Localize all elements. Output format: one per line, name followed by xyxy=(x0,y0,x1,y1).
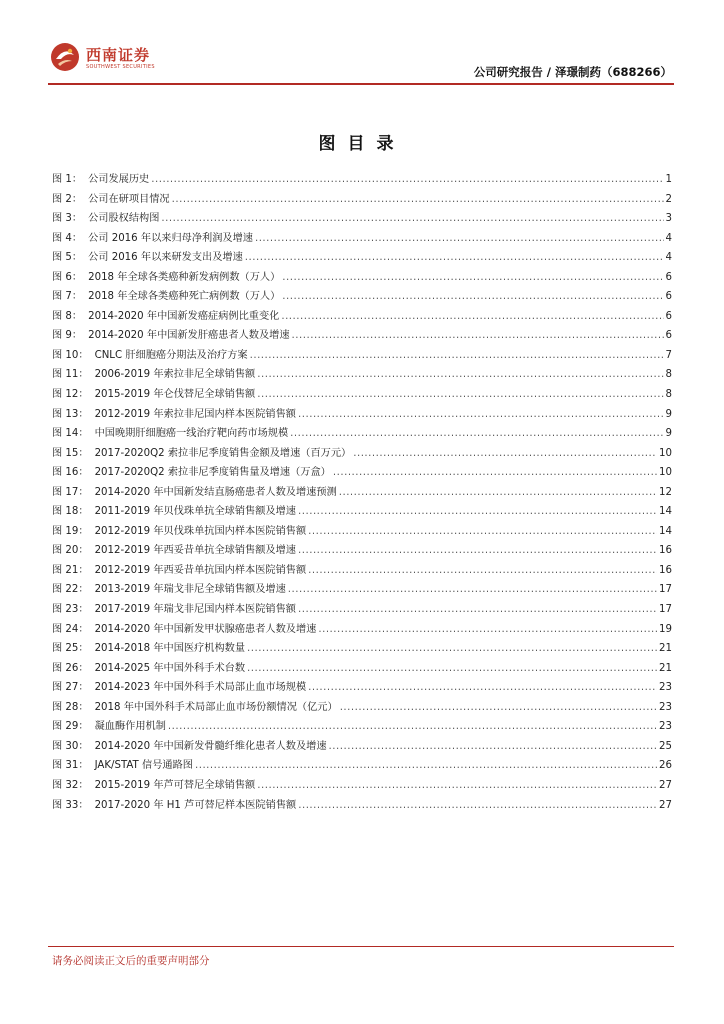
toc-dot-leader xyxy=(339,483,657,503)
toc-figure-number: 图 6： xyxy=(52,271,83,283)
toc-figure-title: 2012-2019 年索拉非尼国内样本医院销售额 xyxy=(94,408,296,420)
toc-dot-leader xyxy=(257,365,663,385)
toc-figure-number: 图 30： xyxy=(52,740,89,752)
footer-divider xyxy=(48,946,674,947)
toc-figure-number: 图 1： xyxy=(52,174,83,185)
toc-page-number: 8 xyxy=(665,369,672,381)
footer-notice: 请务必阅读正文后的重要声明部分 xyxy=(52,955,210,967)
toc-entry[interactable] xyxy=(52,463,672,483)
toc-figure-title: 公司发展历史 xyxy=(88,174,150,185)
toc-dot-leader xyxy=(245,248,664,268)
toc-dot-leader xyxy=(255,229,664,249)
toc-page-number: 14 xyxy=(659,506,672,518)
toc-dot-leader xyxy=(250,346,664,366)
toc-entry[interactable] xyxy=(52,483,672,503)
toc-dot-leader xyxy=(257,385,663,405)
toc-page-number: 21 xyxy=(659,643,672,655)
toc-page-number: 26 xyxy=(659,760,672,772)
toc-dot-leader xyxy=(290,424,663,444)
toc-page-number: 2 xyxy=(665,193,672,205)
toc-figure-number: 图 33： xyxy=(52,799,89,811)
toc-entry[interactable] xyxy=(52,659,672,679)
toc-dot-leader xyxy=(308,678,657,698)
toc-dot-leader xyxy=(257,776,657,796)
toc-figure-title: 2014-2020 年中国新发骨髓纤维化患者人数及增速 xyxy=(94,740,327,752)
page-header xyxy=(0,0,724,84)
toc-figure-number: 图 4： xyxy=(52,232,83,244)
toc-figure-number: 图 31： xyxy=(52,760,89,772)
page-title: 图目录 xyxy=(318,134,406,154)
toc-figure-title: 中国晚期肝细胞癌一线治疗靶向药市场规模 xyxy=(94,428,289,440)
header-divider xyxy=(48,83,674,85)
toc-figure-title: 2014-2020 年中国新发结直肠癌患者人数及增速预测 xyxy=(94,486,337,498)
toc-figure-number: 图 16： xyxy=(52,467,89,479)
toc-entry[interactable] xyxy=(52,639,672,659)
toc-dot-leader xyxy=(195,756,657,776)
toc-figure-number: 图 32： xyxy=(52,779,89,791)
toc-dot-leader xyxy=(247,639,657,659)
toc-entry[interactable] xyxy=(52,307,672,327)
toc-figure-title: 2017-2020Q2 索拉非尼季度销售量及增速（万盒） xyxy=(94,467,331,479)
figure-toc-list xyxy=(52,170,672,815)
toc-page-number: 14 xyxy=(659,525,672,537)
toc-figure-title: 2015-2019 年仑伐替尼全球销售额 xyxy=(94,389,256,401)
toc-dot-leader xyxy=(298,541,657,561)
toc-entry[interactable] xyxy=(52,620,672,640)
toc-figure-title: 2017-2020 年 H1 芦可替尼样本医院销售额 xyxy=(94,799,297,811)
toc-figure-number: 图 25： xyxy=(52,643,89,655)
toc-page-number: 8 xyxy=(665,389,672,401)
toc-page-number: 23 xyxy=(659,721,672,733)
toc-figure-title: 2011-2019 年贝伐珠单抗全球销售额及增速 xyxy=(94,506,296,518)
toc-figure-number: 图 7： xyxy=(52,291,83,303)
toc-entry[interactable] xyxy=(52,580,672,600)
toc-figure-title: 2014-2023 年中国外科手术局部止血市场规模 xyxy=(94,682,307,694)
toc-entry[interactable] xyxy=(52,229,672,249)
logo-name-cn: 西南证券 xyxy=(86,46,151,64)
toc-dot-leader xyxy=(298,502,657,522)
toc-figure-title: 2018 年全球各类癌种新发病例数（万人） xyxy=(88,271,281,283)
toc-figure-number: 图 27： xyxy=(52,682,89,694)
toc-entry[interactable] xyxy=(52,678,672,698)
toc-entry[interactable] xyxy=(52,405,672,425)
toc-entry[interactable] xyxy=(52,776,672,796)
toc-dot-leader xyxy=(282,287,663,307)
toc-figure-title: 公司 2016 年以来归母净利润及增速 xyxy=(88,232,253,244)
toc-figure-number: 图 26： xyxy=(52,662,89,674)
toc-entry[interactable] xyxy=(52,698,672,718)
toc-figure-title: 2012-2019 年西妥昔单抗全球销售额及增速 xyxy=(94,545,296,557)
toc-figure-title: 公司股权结构图 xyxy=(88,213,160,225)
toc-figure-title: 2017-2020Q2 索拉非尼季度销售金额及增速（百万元） xyxy=(94,447,352,459)
toc-dot-leader xyxy=(333,463,657,483)
toc-page-number: 17 xyxy=(659,584,672,596)
toc-dot-leader xyxy=(282,268,663,288)
toc-dot-leader xyxy=(298,796,657,816)
toc-page-number: 6 xyxy=(665,291,672,303)
toc-figure-title: 2018 年中国外科手术局部止血市场份额情况（亿元） xyxy=(94,701,338,713)
toc-page-number: 27 xyxy=(659,799,672,811)
toc-figure-number: 图 2： xyxy=(52,193,83,205)
toc-figure-number: 图 14： xyxy=(52,428,89,440)
toc-figure-number: 图 11： xyxy=(52,369,89,381)
toc-figure-number: 图 12： xyxy=(52,389,89,401)
toc-figure-title: 2014-2018 年中国医疗机构数量 xyxy=(94,643,246,655)
toc-figure-number: 图 17： xyxy=(52,486,89,498)
toc-entry[interactable] xyxy=(52,268,672,288)
toc-dot-leader xyxy=(151,170,663,190)
toc-page-number: 25 xyxy=(659,740,672,752)
toc-figure-title: 2018 年全球各类癌种死亡病例数（万人） xyxy=(88,291,281,303)
toc-figure-title: 2006-2019 年索拉非尼全球销售额 xyxy=(94,369,256,381)
toc-figure-number: 图 9： xyxy=(52,330,83,342)
toc-dot-leader xyxy=(318,620,657,640)
toc-figure-title: 2014-2025 年中国外科手术台数 xyxy=(94,662,246,674)
logo-name-en: SOUTHWEST SECURITIES xyxy=(86,64,155,70)
toc-figure-number: 图 15： xyxy=(52,447,89,459)
toc-figure-number: 图 28： xyxy=(52,701,89,713)
toc-page-number: 4 xyxy=(665,232,672,244)
toc-page-number: 7 xyxy=(665,349,672,361)
toc-entry[interactable] xyxy=(52,717,672,737)
toc-figure-title: 2014-2020 年中国新发癌症病例比重变化 xyxy=(88,310,280,322)
toc-page-number: 16 xyxy=(659,545,672,557)
toc-dot-leader xyxy=(288,580,657,600)
toc-entry[interactable] xyxy=(52,248,672,268)
toc-page-number: 6 xyxy=(665,330,672,342)
toc-entry[interactable] xyxy=(52,385,672,405)
toc-figure-number: 图 3： xyxy=(52,213,83,225)
toc-dot-leader xyxy=(329,737,658,757)
toc-page-number: 6 xyxy=(665,271,672,283)
toc-entry[interactable] xyxy=(52,326,672,346)
toc-dot-leader xyxy=(353,444,657,464)
toc-entry[interactable] xyxy=(52,522,672,542)
toc-dot-leader xyxy=(161,209,663,229)
toc-entry[interactable] xyxy=(52,444,672,464)
toc-figure-title: 2012-2019 年西妥昔单抗国内样本医院销售额 xyxy=(94,564,307,576)
toc-figure-title: 2012-2019 年贝伐珠单抗国内样本医院销售额 xyxy=(94,525,307,537)
toc-entry[interactable] xyxy=(52,190,672,210)
toc-dot-leader xyxy=(292,326,664,346)
toc-figure-number: 图 5： xyxy=(52,252,83,264)
toc-figure-title: CNLC 肝细胞癌分期法及治疗方案 xyxy=(94,349,248,361)
toc-figure-number: 图 21： xyxy=(52,564,89,576)
toc-page-number: 4 xyxy=(665,252,672,264)
toc-entry[interactable] xyxy=(52,756,672,776)
toc-figure-title: 2015-2019 年芦可替尼全球销售额 xyxy=(94,779,256,791)
toc-entry[interactable] xyxy=(52,600,672,620)
toc-page-number: 23 xyxy=(659,701,672,713)
toc-figure-title: 2014-2020 年中国新发肝癌患者人数及增速 xyxy=(88,330,290,342)
toc-dot-leader xyxy=(308,561,657,581)
toc-figure-number: 图 22： xyxy=(52,584,89,596)
toc-entry[interactable] xyxy=(52,737,672,757)
toc-dot-leader xyxy=(168,717,657,737)
toc-figure-number: 图 24： xyxy=(52,623,89,635)
toc-dot-leader xyxy=(298,600,657,620)
toc-figure-number: 图 19： xyxy=(52,525,89,537)
toc-figure-number: 图 13： xyxy=(52,408,89,420)
toc-figure-title: 公司 2016 年以来研发支出及增速 xyxy=(88,252,243,264)
toc-page-number: 19 xyxy=(659,623,672,635)
toc-page-number: 10 xyxy=(659,467,672,479)
toc-dot-leader xyxy=(172,190,664,210)
toc-entry[interactable] xyxy=(52,346,672,366)
toc-page-number: 10 xyxy=(659,447,672,459)
toc-figure-title: 2013-2019 年瑞戈非尼全球销售额及增速 xyxy=(94,584,286,596)
company-logo xyxy=(50,42,170,76)
toc-page-number: 9 xyxy=(665,408,672,420)
toc-page-number: 23 xyxy=(659,682,672,694)
toc-entry[interactable] xyxy=(52,796,672,816)
toc-figure-title: 凝血酶作用机制 xyxy=(94,721,166,733)
report-header-label: 公司研究报告 / 泽璟制药（688266） xyxy=(473,65,672,79)
toc-entry[interactable] xyxy=(52,541,672,561)
toc-figure-title: 公司在研项目情况 xyxy=(88,193,170,205)
toc-page-number: 21 xyxy=(659,662,672,674)
toc-entry[interactable] xyxy=(52,424,672,444)
toc-figure-title: 2017-2019 年瑞戈非尼国内样本医院销售额 xyxy=(94,604,296,616)
toc-dot-leader xyxy=(247,659,657,679)
logo-mark-icon xyxy=(50,42,80,72)
toc-figure-number: 图 18： xyxy=(52,506,89,518)
toc-page-number: 17 xyxy=(659,604,672,616)
toc-dot-leader xyxy=(298,405,664,425)
toc-dot-leader xyxy=(340,698,657,718)
toc-page-number: 27 xyxy=(659,779,672,791)
toc-figure-title: JAK/STAT 信号通路图 xyxy=(94,760,193,772)
toc-figure-number: 图 23： xyxy=(52,604,89,616)
toc-page-number: 3 xyxy=(665,213,672,225)
toc-figure-number: 图 8： xyxy=(52,310,83,322)
toc-page-number: 9 xyxy=(665,428,672,440)
toc-figure-number: 图 10： xyxy=(52,349,89,361)
toc-dot-leader xyxy=(308,522,657,542)
toc-entry[interactable] xyxy=(52,561,672,581)
toc-figure-number: 图 20： xyxy=(52,545,89,557)
toc-page-number: 1 xyxy=(665,174,672,185)
toc-page-number: 6 xyxy=(665,310,672,322)
toc-entry[interactable] xyxy=(52,209,672,229)
toc-entry[interactable] xyxy=(52,502,672,522)
toc-figure-number: 图 29： xyxy=(52,721,89,733)
toc-entry[interactable] xyxy=(52,170,672,190)
toc-page-number: 12 xyxy=(659,486,672,498)
toc-page-number: 16 xyxy=(659,564,672,576)
toc-dot-leader xyxy=(281,307,663,327)
toc-figure-title: 2014-2020 年中国新发甲状腺癌患者人数及增速 xyxy=(94,623,317,635)
toc-entry[interactable] xyxy=(52,287,672,307)
toc-entry[interactable] xyxy=(52,365,672,385)
